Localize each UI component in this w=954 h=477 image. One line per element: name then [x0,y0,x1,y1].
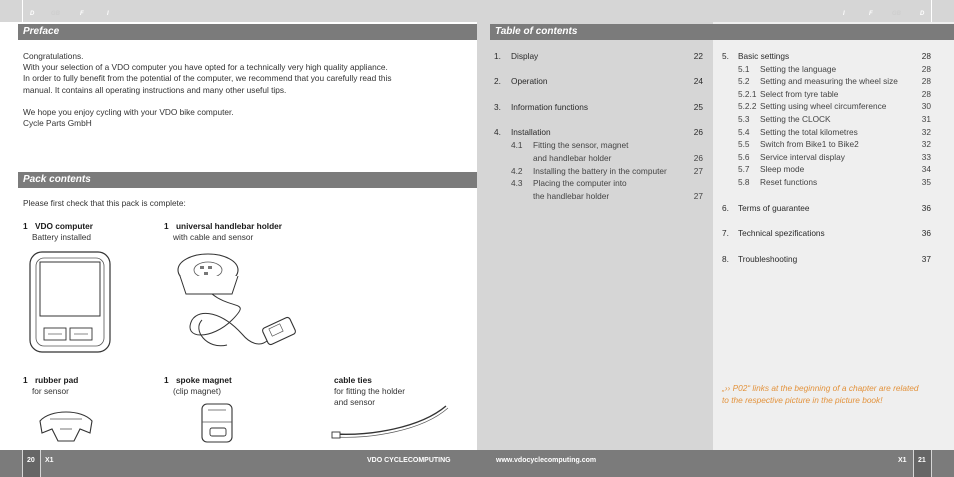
toc-num: 2. [494,76,501,86]
toc-page: 32 [921,126,931,137]
preface-title: Preface [18,24,477,40]
toc-label: Troubleshooting [738,254,798,264]
lang-tab-f[interactable]: F [869,11,873,17]
toc-num: 4. [494,127,501,137]
toc-page: 32 [921,139,931,150]
item-desc: (clip magnet) [173,386,221,397]
toc-label: Placing the computer into [533,178,627,188]
toc-label: Service interval display [760,151,845,162]
pack-item-computer [23,221,93,243]
lang-tab-d[interactable]: D [30,11,35,17]
item-desc: with cable and sensor [173,232,254,243]
toc-page: 27 [693,166,703,176]
toc-num: 5. [722,51,729,61]
toc-label: Fitting the sensor, magnet [533,140,629,150]
header-strip-right [477,0,954,22]
footer-divider [931,450,932,477]
toc-num: 5.8 [738,177,750,187]
toc-label: Operation [511,76,548,86]
picture-book-note: „›› P02“ links at the beginning of a chapter are related to the respective picture in the picture book! [722,383,919,406]
preface-line: We hope you enjoy cycling with your VDO bike computer. [23,107,234,117]
toc-label: Installation [511,127,551,137]
toc-page: 30 [921,101,931,112]
toc-label: Information functions [511,102,589,112]
item-desc: and sensor [334,397,376,408]
toc-num: 4.2 [511,166,523,176]
toc-page: 31 [921,114,931,124]
preface-text [23,51,463,129]
header-divider [931,0,932,22]
toc-page: 36 [921,203,931,213]
item-name: VDO computer [34,221,94,231]
footer-divider [40,450,41,477]
lang-tab-d[interactable]: D [920,11,925,17]
rubber-pad-illustration [34,403,98,445]
lang-tab-i[interactable]: I [107,11,109,17]
preface-line: Cycle Parts GmbH [23,118,92,129]
toc-num: 5.2.2 [738,101,757,112]
toc-page: 25 [693,102,703,112]
toc-num: 5.1 [738,63,750,74]
toc-num: 5.2 [738,76,750,87]
cable-ties-illustration [330,402,452,442]
item-name: rubber pad [34,375,79,385]
toc-label: Installing the battery in the computer [533,166,667,176]
toc-num: 1. [494,51,501,61]
toc-right-list [722,51,932,271]
footer-brand: VDO CYCLECOMPUTING [367,457,451,464]
toc-page: 26 [693,153,703,163]
footer-divider [22,450,23,477]
footer-model-left: X1 [45,457,54,464]
toc-label: Display [511,51,539,61]
toc-page: 28 [921,88,931,99]
toc-num: 8. [722,254,729,264]
toc-page: 26 [693,127,703,137]
toc-page: 35 [921,177,931,187]
toc-page: 28 [921,63,931,74]
toc-page: 24 [693,76,703,86]
toc-label: Setting the language [760,63,837,74]
footer-page-number-right: 21 [918,457,926,464]
toc-page: 33 [921,151,931,162]
pack-title: Pack contents [18,172,477,188]
item-name: cable ties [334,375,372,385]
toc-num: 5.2.1 [738,88,757,99]
item-desc: Battery installed [32,232,92,243]
toc-page: 28 [921,76,931,87]
toc-label: Switch from Bike1 to Bike2 [760,139,859,150]
toc-label: Terms of guarantee [738,203,810,213]
toc-label: and handlebar holder [533,153,612,163]
item-desc: for fitting the holder [334,386,406,397]
footer-divider [913,450,914,477]
toc-num: 5.4 [738,126,750,137]
toc-label: Reset functions [760,177,818,187]
toc-page: 37 [921,254,931,264]
toc-num: 5.3 [738,114,750,124]
footer-url[interactable]: www.vdocyclecomputing.com [496,457,597,464]
toc-num: 7. [722,228,729,238]
item-name: universal handlebar holder [175,221,282,231]
spoke-magnet-illustration [196,400,240,446]
preface-line [23,96,463,107]
toc-label: Sleep mode [760,164,805,175]
toc-page: 22 [693,51,703,61]
toc-label: Setting the total kilometres [760,126,858,137]
toc-num: 5.5 [738,139,750,150]
item-qty: 1 [23,375,28,385]
toc-label: Select from tyre table [760,88,839,99]
toc-label: Setting and measuring the wheel size [760,76,898,87]
toc-num: 5.6 [738,151,750,162]
footer-model-right: X1 [898,457,907,464]
toc-num: 3. [494,102,501,112]
toc-num: 5.7 [738,164,750,175]
header-divider [22,0,23,22]
pack-item-spoke-magnet [164,375,232,397]
item-qty: 1 [164,375,169,385]
pack-item-holder [164,221,282,243]
item-qty: 1 [23,221,28,231]
preface-line: With your selection of a VDO computer you have opted for a technically very high quality appliance. [23,62,388,73]
toc-num: 6. [722,203,729,213]
header-strip-left [0,0,477,22]
pack-item-rubber-pad [23,375,78,397]
lang-tab-f[interactable]: F [80,11,84,17]
toc-num: 4.1 [511,140,523,150]
lang-tab-gb[interactable]: GB [51,11,60,17]
lang-tab-gb[interactable]: GB [892,11,901,17]
toc-label: Technical spezifications [738,228,825,238]
toc-label: the handlebar holder [533,191,610,201]
preface-line: In order to fully benefit from the potential of the computer, we recommend that you carefully read this [23,73,392,84]
toc-page: 34 [921,164,931,175]
toc-label: Basic settings [738,51,790,61]
lang-tab-i[interactable]: I [843,11,845,17]
toc-num: 4.3 [511,178,523,188]
vdo-computer-illustration [26,250,116,356]
toc-page: 28 [921,51,931,61]
toc-page: 27 [693,191,703,201]
item-desc: for sensor [32,386,69,397]
toc-label: Setting the CLOCK [760,114,831,124]
toc-title: Table of contents [490,24,954,40]
pack-intro: Please first check that this pack is complete: [23,198,186,208]
preface-line: Congratulations. [23,51,84,61]
toc-page: 36 [921,228,931,238]
preface-line: manual. It contains all operating instructions and many other useful tips. [23,84,287,95]
item-qty: 1 [164,221,169,231]
toc-label: Setting using wheel circumference [760,101,887,112]
handlebar-holder-illustration [172,250,302,360]
footer-page-number-left: 20 [27,457,35,464]
toc-left-list [494,51,704,211]
item-name: spoke magnet [175,375,232,385]
